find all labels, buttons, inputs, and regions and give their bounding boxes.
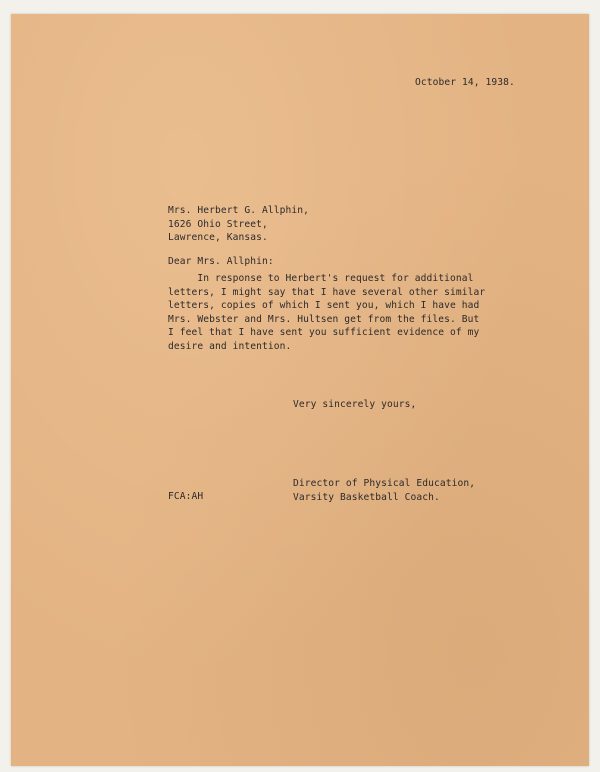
address-line: 1626 Ohio Street, xyxy=(168,218,268,230)
letter-page xyxy=(11,14,589,766)
body-line: Mrs. Webster and Mrs. Hultsen get from the files. But xyxy=(168,313,480,325)
reference-initials: FCA:AH xyxy=(168,491,204,502)
signature-title-line: Director of Physical Education, xyxy=(293,478,476,489)
address-line: Mrs. Herbert G. Allphin, xyxy=(168,205,310,216)
letter-body xyxy=(168,272,485,353)
body-line: desire and intention. xyxy=(168,340,292,352)
complimentary-close: Very sincerely yours, xyxy=(293,399,417,410)
body-line: In response to Herbert's request for additional xyxy=(168,273,474,284)
body-line: I feel that I have sent you sufficient evidence of my xyxy=(168,327,480,338)
letter-date: October 14, 1938. xyxy=(415,77,515,88)
signature-title-line: Varsity Basketball Coach. xyxy=(293,491,440,503)
signature-block xyxy=(293,477,475,504)
body-line: letters, copies of which I sent you, which I have had xyxy=(168,300,480,311)
address-line: Lawrence, Kansas. xyxy=(168,232,268,243)
salutation: Dear Mrs. Allphin: xyxy=(168,256,274,267)
recipient-address xyxy=(168,204,309,245)
body-line: letters, I might say that I have several other similar xyxy=(168,286,486,298)
